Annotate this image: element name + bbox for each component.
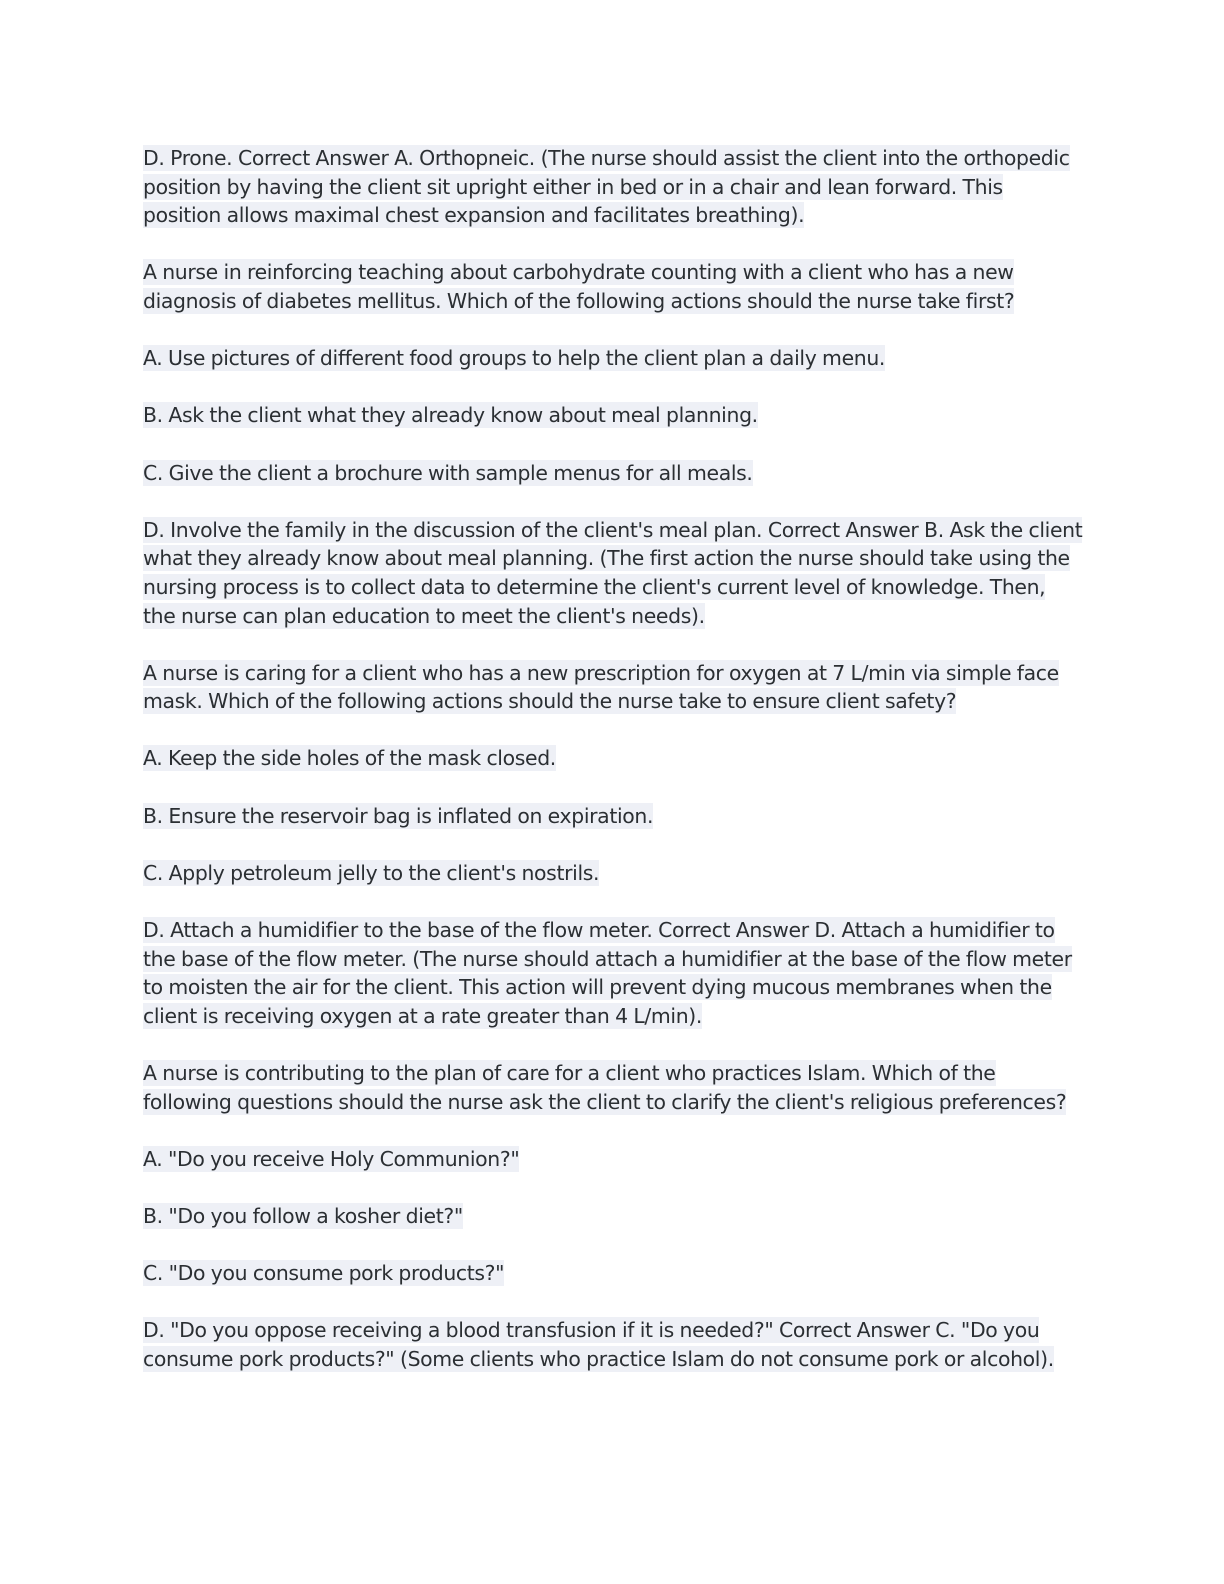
document-body (143, 144, 1083, 1402)
option-c: C. "Do you consume pork products?" (143, 1261, 505, 1286)
option-c: C. Apply petroleum jelly to the client's nostrils. (143, 860, 600, 885)
option-d-with-answer: D. Involve the family in the discussion of the client's meal plan. Correct Answer B. Ask the client what they already know about meal planning. (The first action the nurse should take using the nursing process is to collect data to determine the client's current level of knowledge. Then, the nurse can plan education to meet the client's needs). (143, 517, 1083, 628)
option-b: B. "Do you follow a kosher diet?" (143, 1203, 463, 1228)
option-a: A. Use pictures of different food groups to help the client plan a daily menu. (143, 346, 886, 371)
option-a: A. "Do you receive Holy Communion?" (143, 1146, 520, 1171)
option-c: C. Give the client a brochure with sample menus for all meals. (143, 460, 753, 485)
question-carbohydrate-counting: A nurse in reinforcing teaching about carbohydrate counting with a client who has a new diagnosis of diabetes mellitus. Which of the following actions should the nurse take first? (143, 260, 1015, 313)
option-d-with-answer: D. Attach a humidifier to the base of the flow meter. Correct Answer D. Attach a humidifier to the base of the flow meter. (The nurse should attach a humidifier at the base of the flow meter to moisten the air for the client. This action will prevent dying mucous membranes when the client is receiving oxygen at a rate greater than 4 L/min). (143, 918, 1072, 1028)
question-islam-preferences: A nurse is contributing to the plan of care for a client who practices Islam. Which of the following questions should the nurse ask the client to clarify the client's religious preferences? (143, 1061, 1067, 1114)
answer-paragraph-orthopneic: D. Prone. Correct Answer A. Orthopneic. (The nurse should assist the client into the orthopedic position by having the client sit upright either in bed or in a chair and lean forward. This position allows maximal chest expansion and facilitates breathing). (143, 146, 1070, 228)
option-a: A. Keep the side holes of the mask closed. (143, 746, 556, 771)
option-d-with-answer: D. "Do you oppose receiving a blood transfusion if it is needed?" Correct Answer C. "Do you consume pork products?" (Some clients who practice Islam do not consume pork or alcohol). (143, 1318, 1054, 1371)
question-oxygen-face-mask: A nurse is caring for a client who has a new prescription for oxygen at 7 L/min via simple face mask. Which of the following actions should the nurse take to ensure client safety? (143, 660, 1059, 714)
option-b: B. Ensure the reservoir bag is inflated on expiration. (143, 803, 654, 828)
option-b: B. Ask the client what they already know about meal planning. (143, 403, 758, 428)
